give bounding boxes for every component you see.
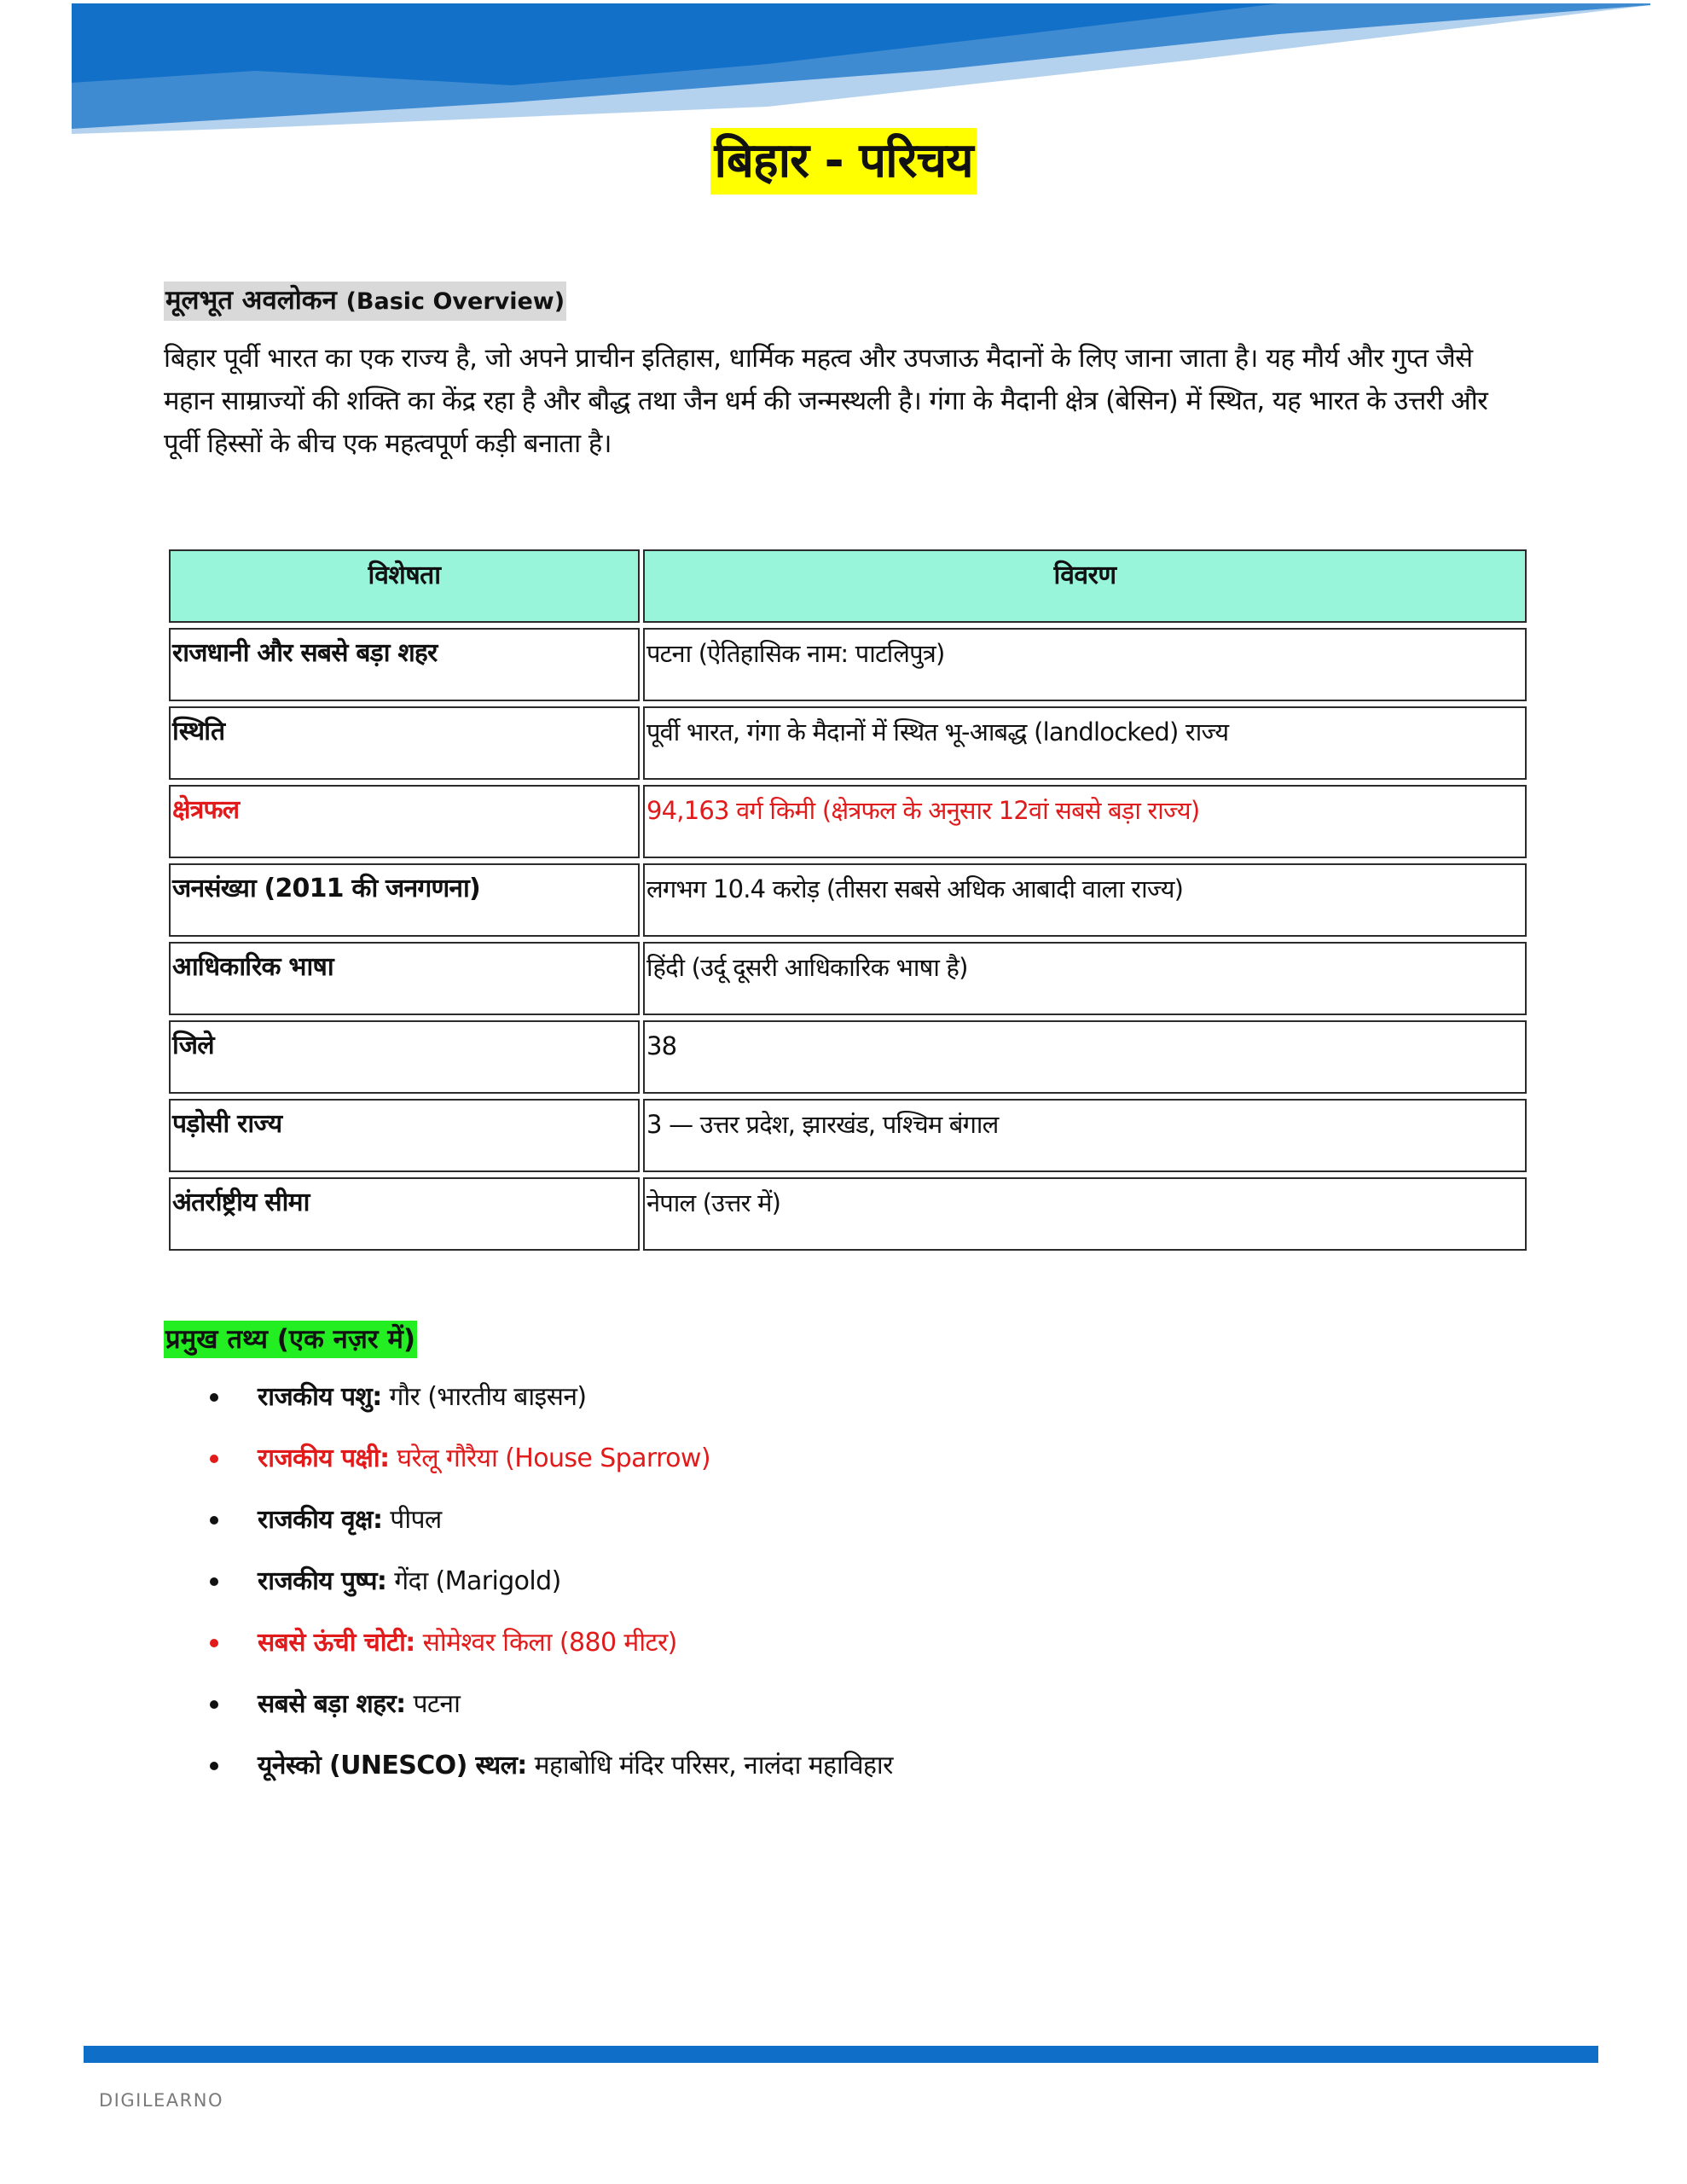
table-row (169, 706, 1527, 780)
table-cell-feature: जनसंख्या (2011 की जनगणना) (169, 863, 640, 937)
table-header-feature: विशेषता (169, 549, 640, 623)
table-cell-details: पूर्वी भारत, गंगा के मैदानों में स्थित भू-आबद्ध (landlocked) राज्य (643, 706, 1527, 780)
overview-heading-en: (Basic Overview) (345, 288, 565, 315)
table-cell-feature: स्थिति (169, 706, 640, 780)
page-title: बिहार - परिचय (710, 128, 976, 195)
fact-label: यूनेस्को (UNESCO) स्थल: (258, 1751, 527, 1780)
fact-label: सबसे बड़ा शहर: (258, 1689, 406, 1719)
table-header-details: विवरण (643, 549, 1527, 623)
info-table (165, 544, 1530, 1256)
overview-heading (164, 282, 566, 321)
facts-list (205, 1374, 893, 1804)
fact-item (205, 1374, 893, 1435)
table-cell-feature: जिले (169, 1020, 640, 1094)
table-row (169, 1177, 1527, 1251)
fact-item (205, 1496, 893, 1558)
fact-value: गौर (भारतीय बाइसन) (389, 1382, 587, 1412)
table-cell-feature: राजधानी और सबसे बड़ा शहर (169, 628, 640, 701)
table-cell-details: हिंदी (उर्दू दूसरी आधिकारिक भाषा है) (643, 942, 1527, 1015)
table-header-row (169, 549, 1527, 623)
bullet-icon (210, 1639, 218, 1647)
table-cell-details: नेपाल (उत्तर में) (643, 1177, 1527, 1251)
table-cell-feature: अंतर्राष्ट्रीय सीमा (169, 1177, 640, 1251)
fact-value: घरेलू गौरैया (House Sparrow) (397, 1443, 710, 1473)
overview-heading-hi: मूलभूत अवलोकन (165, 285, 337, 316)
footer-brand: DIGILEARNO (99, 2090, 223, 2111)
footer-bar (84, 2046, 1598, 2063)
fact-label: राजकीय पुष्प: (258, 1566, 387, 1596)
fact-value: पटना (413, 1689, 461, 1719)
fact-value: पीपल (390, 1505, 442, 1535)
fact-item (205, 1681, 893, 1742)
table-row (169, 1099, 1527, 1172)
bullet-icon (210, 1516, 218, 1525)
header-wave-decoration (0, 0, 1687, 145)
table-cell-details: 94,163 वर्ग किमी (क्षेत्रफल के अनुसार 12वां सबसे बड़ा राज्य) (643, 785, 1527, 858)
fact-label: सबसे ऊंची चोटी: (258, 1628, 415, 1658)
table-row (169, 785, 1527, 858)
table-cell-feature: पड़ोसी राज्य (169, 1099, 640, 1172)
table-cell-details: लगभग 10.4 करोड़ (तीसरा सबसे अधिक आबादी वाला राज्य) (643, 863, 1527, 937)
fact-item (205, 1558, 893, 1619)
fact-item (205, 1742, 893, 1804)
fact-label: राजकीय पक्षी: (258, 1443, 390, 1473)
table-row (169, 942, 1527, 1015)
facts-heading: प्रमुख तथ्य (एक नज़र में) (164, 1321, 417, 1358)
fact-label: राजकीय पशु: (258, 1382, 382, 1412)
bullet-icon (210, 1393, 218, 1402)
bullet-icon (210, 1700, 218, 1709)
table-cell-details: 3 — उत्तर प्रदेश, झारखंड, पश्चिम बंगाल (643, 1099, 1527, 1172)
fact-item (205, 1435, 893, 1496)
fact-value: गेंदा (Marigold) (394, 1566, 561, 1596)
table-cell-feature: क्षेत्रफल (169, 785, 640, 858)
fact-value: सोमेश्वर किला (880 मीटर) (422, 1628, 677, 1658)
overview-paragraph: बिहार पूर्वी भारत का एक राज्य है, जो अपने प्राचीन इतिहास, धार्मिक महत्व और उपजाऊ मैदानों के लिए जाना जाता है। यह मौर्य और गुप्त जैसे महान साम्राज्यों की शक्ति का केंद्र रहा है और बौद्ध तथा जैन धर्म की जन्मस्थली है। गंगा के मैदानी क्षेत्र (बेसिन) में स्थित, यह भारत के उत्तरी और पूर्वी हिस्सों के बीच एक महत्वपूर्ण कड़ी बनाता है। (164, 343, 1488, 459)
table-row (169, 863, 1527, 937)
bullet-icon (210, 1762, 218, 1770)
fact-value: महाबोधि मंदिर परिसर, नालंदा महाविहार (534, 1751, 893, 1780)
fact-item (205, 1619, 893, 1681)
fact-label: राजकीय वृक्ष: (258, 1505, 383, 1535)
table-row (169, 628, 1527, 701)
table-cell-details: 38 (643, 1020, 1527, 1094)
bullet-icon (210, 1577, 218, 1586)
bullet-icon (210, 1455, 218, 1463)
table-row (169, 1020, 1527, 1094)
table-cell-feature: आधिकारिक भाषा (169, 942, 640, 1015)
table-cell-details: पटना (ऐतिहासिक नाम: पाटलिपुत्र) (643, 628, 1527, 701)
